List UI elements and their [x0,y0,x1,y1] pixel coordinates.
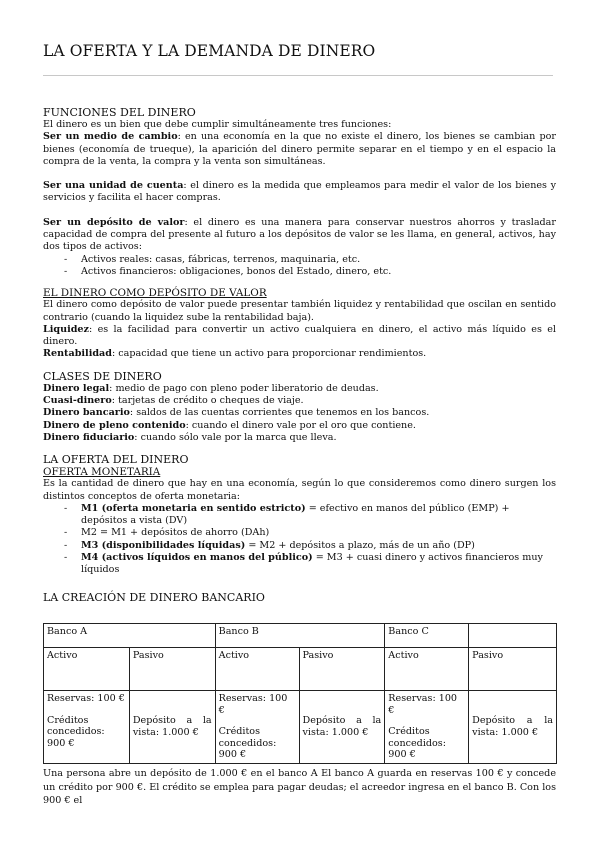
deposito-value: Depósito a la vista: 1.000 € [469,691,557,764]
term-text: : medio de pago con pleno poder liberatorio de deudas. [109,382,379,394]
funcion-label: Ser un medio de cambio [43,131,178,143]
clase-item [43,395,556,407]
title-divider [43,75,553,76]
deposito-value: Depósito a la vista: 1.000 € [299,691,385,764]
term-label: Dinero de pleno contenido [43,419,186,431]
term-text: : tarjetas de crédito o cheques de viaje. [111,395,304,407]
funcion-label: Ser un depósito de valor [43,216,185,228]
list-item: - Activos reales: casas, fábricas, terrenos, maquinaria, etc. [64,254,556,266]
creacion-explanation: Una persona abre un depósito de 1.000 € en el banco A El banco A guarda en reservas 100 € y concede un crédito por 900 €. El crédito se emplea para pagar deudas; el acreedor ingresa en el banco B. Con los 900 € el [43,768,556,806]
term-text: : saldos de las cuentas corrientes que tenemos en los bancos. [129,407,430,419]
deposito-valor-text: El dinero como depósito de valor puede presentar también liquidez y rentabilidad que oscilan en sentido contrario (cuando la liquidez sube la rentabilidad baja). [43,299,556,323]
list-item [64,503,556,528]
activo-cell [44,691,130,764]
term-label: M4 (activos líquidos en manos del público) [81,552,313,564]
reservas-value: Reservas: 100 € [218,693,288,716]
term-text: : capacidad que tiene un activo para proporcionar rendimientos. [111,348,427,360]
activo-header: Activo [44,648,130,691]
clase-item [43,383,556,395]
subheading-oferta-monetaria: OFERTA MONETARIA [43,466,161,479]
funcion-unidad-cuenta [43,180,556,205]
bank-name: Banco B [215,624,385,648]
term-text: : cuando el dinero vale por el oro que contiene. [185,419,416,431]
rentabilidad-definition [43,348,556,360]
reservas-value: Reservas: 100 € [47,693,125,704]
table-row [44,648,557,691]
term-label: Liquidez [43,323,89,335]
pasivo-header: Pasivo [129,648,215,691]
section-heading-creacion: LA CREACIÓN DE DINERO BANCARIO [43,590,265,604]
page-title: LA OFERTA Y LA DEMANDA DE DINERO [43,42,376,60]
list-item [64,527,556,539]
term-text: = M2 + depósitos a plazo, más de un año (DP) [245,539,475,551]
funcion-text: : el dinero es una manera para conservar nuestros ahorros y trasladar capacidad de compra del presente al futuro a los depósitos de valor se les llama, en general, activos, hay dos tipos de activos: [43,216,556,253]
term-label: M3 (disponibilidades líquidas) [81,539,246,551]
reservas-value: Reservas: 100 € [388,693,458,716]
term-label: M1 (oferta monetaria en sentido estricto) [81,502,306,514]
section-heading-oferta: LA OFERTA DEL DINERO [43,453,189,467]
activo-cell [215,691,299,764]
liquidez-definition [43,324,556,349]
bank-name: Banco C [385,624,469,648]
oferta-text: Es la cantidad de dinero que hay en una economía, según lo que consideremos como dinero surgen los distintos conceptos de oferta monetaria: [43,478,556,502]
term-label: Dinero fiduciario [43,431,135,443]
activo-cell [385,691,469,764]
activos-list [43,254,556,279]
term-label: Cuasi-dinero [43,395,112,407]
funcion-medio-cambio [43,131,556,168]
pasivo-header: Pasivo [299,648,385,691]
term-label: Dinero bancario [43,407,130,419]
table-cell [469,624,557,648]
activo-header: Activo [385,648,469,691]
funcion-text: : en una economía en la que no existe el dinero, los bienes se cambian por bienes (economía de trueque), la aparición del dinero permite separar en el tiempo y en el espacio la compra de la venta, la compra y la venta son simultáneas. [43,131,556,167]
deposito-value: Depósito a la vista: 1.000 € [129,691,215,764]
section-heading-funciones: FUNCIONES DEL DINERO [43,106,196,119]
funciones-intro: El dinero es un bien que debe cumplir simultáneamente tres funciones: [43,119,392,130]
bank-name: Banco A [44,624,216,648]
list-item [64,552,556,577]
clase-item [43,420,556,432]
term-text: : cuando sólo vale por la marca que lleva. [134,431,337,443]
funcion-deposito-valor [43,217,556,254]
pasivo-header: Pasivo [469,648,557,691]
term-text: = M3 + cuasi dinero y activos financieros muy líquidos [81,552,543,576]
creditos-value: Créditos concedidos: 900 € [47,714,105,749]
table-row [44,691,557,764]
clase-item [43,407,556,419]
term-label: Rentabilidad [43,348,112,360]
creditos-value: Créditos concedidos: 900 € [218,726,277,760]
activo-header: Activo [215,648,299,691]
creditos-value: Créditos concedidos: 900 € [388,726,446,760]
document-body [43,106,556,604]
funcion-text: : el dinero es la medida que empleamos para medir el valor de los bienes y servicios y facilita el hacer compras. [43,180,556,204]
funcion-label: Ser una unidad de cuenta [43,180,184,192]
section-heading-deposito-valor: EL DINERO COMO DEPÓSITO DE VALOR [43,287,267,300]
list-item: - Activos financieros: obligaciones, bonos del Estado, dinero, etc. [64,266,556,278]
term-label: Dinero legal [43,382,110,394]
term-text: : es la facilidad para convertir un activo cualquiera en dinero, el activo más líquido es el dinero. [43,323,556,348]
clase-item [43,432,556,444]
agregados-list [43,503,556,577]
term-text: M2 = M1 + depósitos de ahorro (DAh) [81,527,270,539]
term-text: = efectivo en manos del público (EMP) + depósitos a vista (DV) [81,502,510,527]
section-heading-clases: CLASES DE DINERO [43,369,162,383]
bank-table [43,623,557,764]
list-item [64,540,556,552]
table-row [44,624,557,648]
